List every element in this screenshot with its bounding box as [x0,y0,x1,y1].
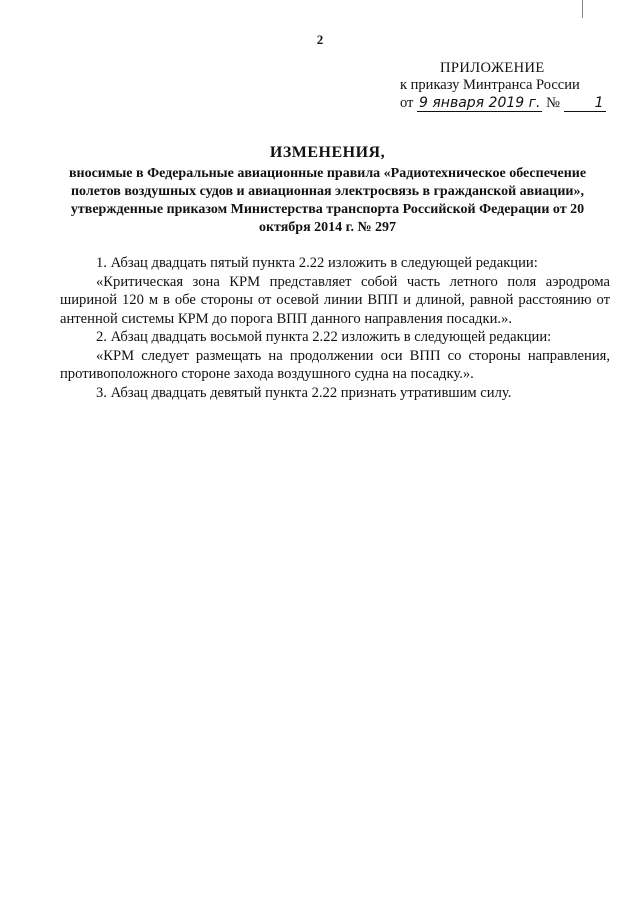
order-date-number-line [400,95,604,112]
paragraph-item-1: 1. Абзац двадцать пятый пункта 2.22 изложить в следующей редакции: [96,255,538,271]
paragraph-item-2: 2. Абзац двадцать восьмой пункта 2.22 изложить в следующей редакции: [96,329,552,345]
document-body [60,254,610,402]
appendix-order-reference: к приказу Минтранса России [400,77,580,93]
number-label: № [546,95,560,111]
date-prefix: от [400,95,414,111]
handwritten-number: 1 [564,96,606,112]
paragraph-quote-2: «КРМ следует размещать на продолжении оси ВПП со стороны направления, противоположного стороне захода воздушного судна на посадку.». [60,347,610,382]
document-heading [60,144,595,237]
paragraph-quote-1: «Критическая зона КРМ представляет собой часть летного поля аэродрома шириной 120 м в обе стороны от осевой линии ВПП и длиной, равной расстоянию от антенной системы КРМ до порога ВПП данного направления посадки.». [60,273,610,327]
appendix-block [400,60,604,112]
paragraph-item-3: 3. Абзац двадцать девятый пункта 2.22 признать утратившим силу. [96,384,512,401]
scan-edge-mark [582,0,583,18]
page-number: 2 [316,32,324,47]
appendix-title: ПРИЛОЖЕНИЕ [440,60,545,76]
handwritten-date: 9 января 2019 г. [419,95,541,111]
heading-subtitle: вносимые в Федеральные авиационные правила «Радиотехническое обеспечение полетов воздушных судов и авиационная электросвязь в гражданской авиации», утвержденные приказом Министерства транспорта Российской Федерации от 20 октября 2014 г. № 297 [68,166,587,235]
heading-title: ИЗМЕНЕНИЯ, [269,144,386,161]
